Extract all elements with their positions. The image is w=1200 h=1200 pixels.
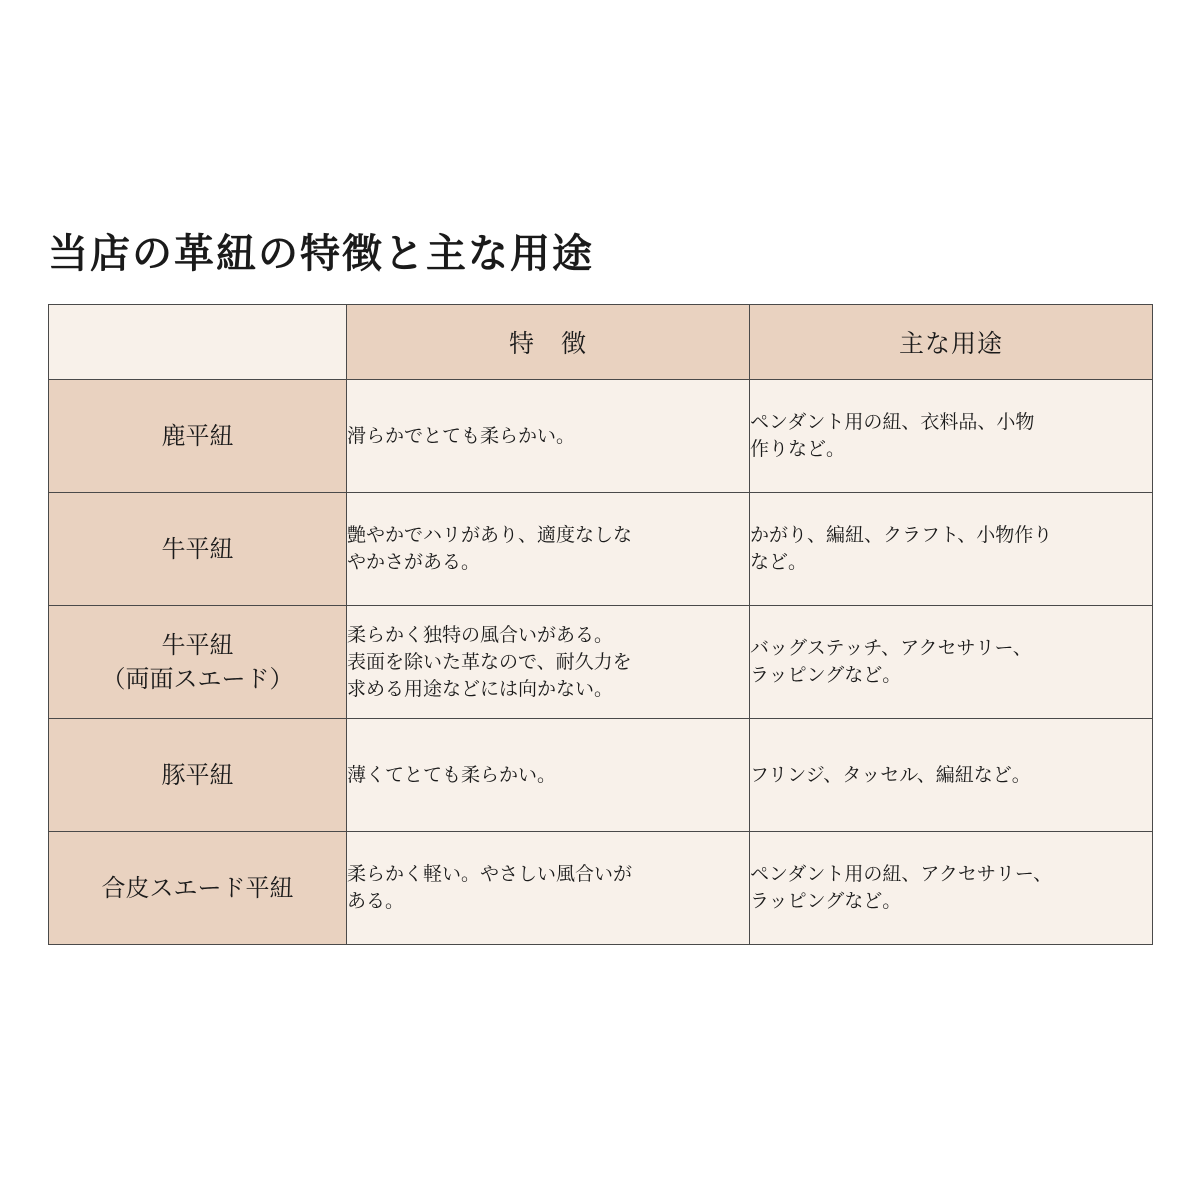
table-corner-cell <box>49 305 347 380</box>
row-header-line: 牛平紐 <box>161 535 234 563</box>
usage-line: ペンダント用の紐、衣料品、小物 <box>750 411 1035 433</box>
usage-line: ラッピングなど。 <box>750 890 902 912</box>
row-header-cow <box>49 493 347 606</box>
usage-cell <box>750 380 1153 493</box>
usage-line: ペンダント用の紐、アクセサリー、 <box>750 863 1053 885</box>
feature-line: 柔らかく独特の風合いがある。 <box>347 623 614 646</box>
feature-cell <box>347 380 750 493</box>
table-row <box>49 719 1153 832</box>
feature-line: 表面を除いた革なので、耐久力を <box>347 650 632 673</box>
table-header-row <box>49 305 1153 380</box>
feature-cell <box>347 493 750 606</box>
feature-line: 艶やかでハリがあり、適度なしな <box>347 524 633 546</box>
column-header-feature: 特 徴 <box>347 305 750 380</box>
table-row <box>49 380 1153 493</box>
page-title: 当店の革紐の特徴と主な用途 <box>48 230 594 277</box>
row-header-pig <box>49 719 347 832</box>
usage-line: フリンジ、タッセル、編紐など。 <box>750 763 1031 786</box>
table-row <box>49 606 1153 719</box>
leather-cord-table <box>48 304 1153 945</box>
row-header-deer <box>49 380 347 493</box>
usage-cell <box>750 719 1153 832</box>
row-header-line: 牛平紐 <box>161 631 234 659</box>
table-row <box>49 832 1153 945</box>
usage-line: など。 <box>750 551 808 573</box>
feature-cell <box>347 719 750 832</box>
usage-line: 作りなど。 <box>750 438 846 460</box>
feature-line: 薄くてとても柔らかい。 <box>347 763 557 786</box>
feature-cell <box>347 832 750 945</box>
usage-line: ラッピングなど。 <box>750 664 902 686</box>
feature-cell <box>347 606 750 719</box>
feature-line: 求める用途などには向かない。 <box>347 677 614 700</box>
usage-line: かがり、編紐、クラフト、小物作り <box>750 524 1053 546</box>
row-header-line: 鹿平紐 <box>161 422 234 450</box>
row-header-line: 合皮スエード平紐 <box>101 874 294 902</box>
feature-line: 滑らかでとても柔らかい。 <box>347 424 576 447</box>
usage-cell <box>750 606 1153 719</box>
feature-line: ある。 <box>347 890 405 912</box>
column-header-usage: 主な用途 <box>750 305 1153 380</box>
row-header-cow-suede <box>49 606 347 719</box>
feature-line: 柔らかく軽い。やさしい風合いが <box>347 863 633 885</box>
feature-line: やかさがある。 <box>347 551 481 573</box>
table-row <box>49 493 1153 606</box>
row-header-synthetic-suede <box>49 832 347 945</box>
usage-line: バッグステッチ、アクセサリー、 <box>750 637 1032 659</box>
usage-cell <box>750 832 1153 945</box>
row-header-line: 豚平紐 <box>161 761 234 789</box>
usage-cell <box>750 493 1153 606</box>
row-header-line: （両面スエード） <box>101 665 294 693</box>
